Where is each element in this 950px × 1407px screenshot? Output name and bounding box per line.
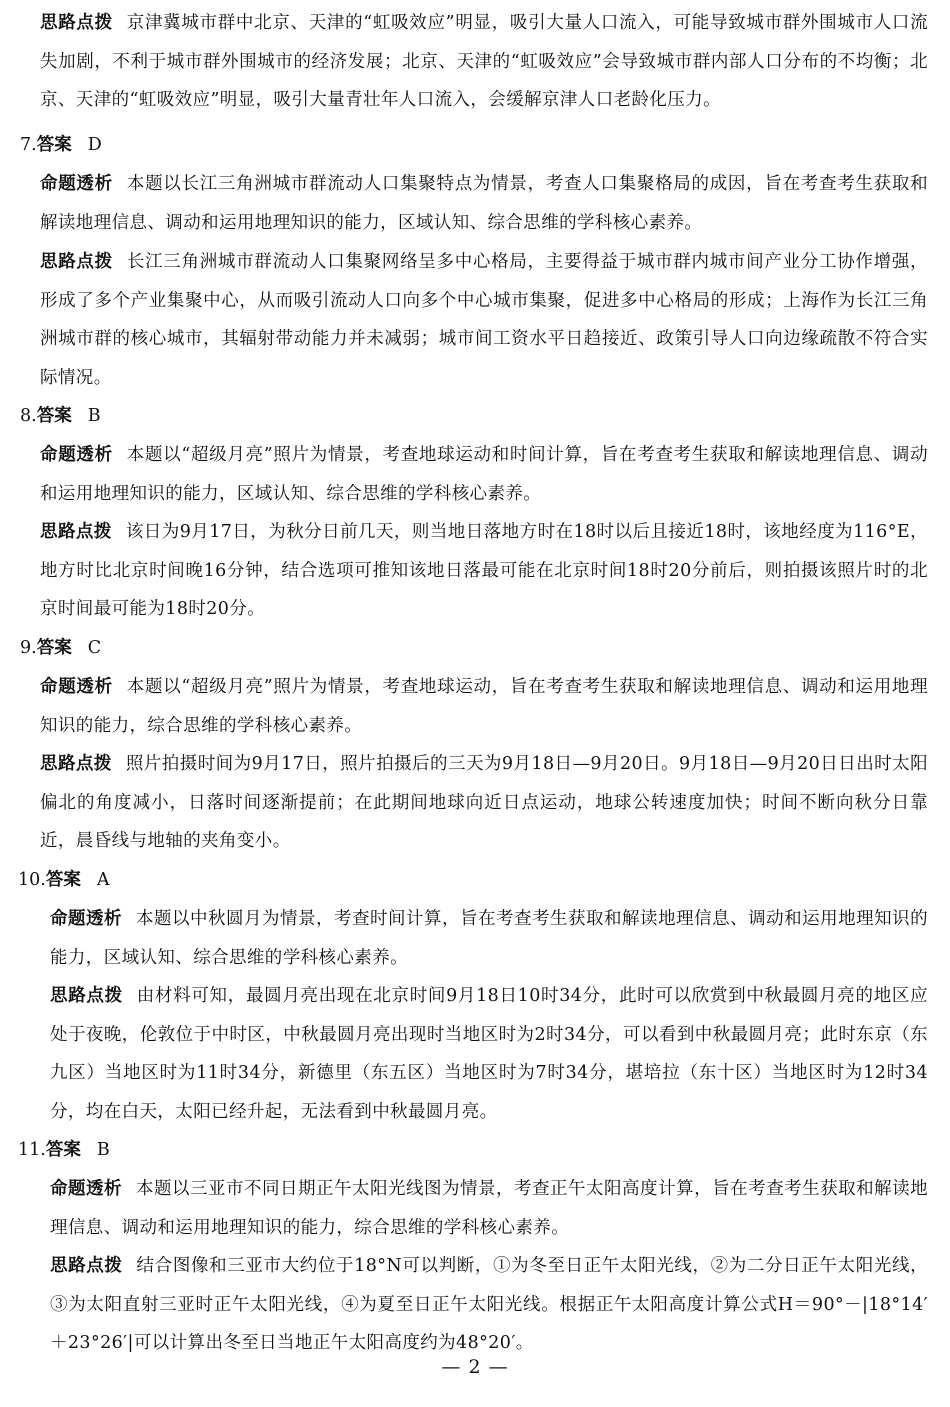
q11-hint-text: 结合图像和三亚市大约位于18°N可以判断，①为冬至日正午太阳光线，②为二分日正午太阳光线，③为太阳直射三亚时正午太阳光线，④为夏至日正午太阳光线。根据正午太阳高度计算公式H＝90°－|18°14′＋23°26′|可以计算出冬至日当地正午太阳高度约为48°20′。 <box>50 1256 928 1353</box>
q10-answer-value: A <box>96 870 110 890</box>
q9-hint-text: 照片拍摄时间为9月17日，照片拍摄后的三天为9月18日—9月20日。9月18日—9月20日日出时太阳偏北的角度减小，日落时间逐渐提前；在此期间地球向近日点运动，地球公转速度加快；时间不断向秋分日靠近，晨昏线与地轴的夹角变小。 <box>40 754 928 851</box>
q11-analysis-paragraph <box>50 1170 928 1247</box>
q7-hint-paragraph <box>40 243 928 397</box>
q10-analysis-text: 本题以中秋圆月为情景，考查时间计算，旨在考查考生获取和解读地理信息、调动和运用地理知识的能力，区域认知、综合思维的学科核心素养。 <box>50 909 928 968</box>
q7-analysis-text: 本题以长江三角洲城市群流动人口集聚特点为情景，考查人口集聚格局的成因，旨在考查考生获取和解读地理信息、调动和运用地理知识的能力，区域认知、综合思维的学科核心素养。 <box>40 174 928 233</box>
q10-number: 10. <box>18 870 46 890</box>
q9-analysis-text: 本题以“超级月亮”照片为情景，考查地球运动，旨在考查考生获取和解读地理信息、调动和运用地理知识的能力，综合思维的学科核心素养。 <box>40 677 929 736</box>
q8-hint-label: 思路点拨 <box>40 522 112 542</box>
q9-number: 9. <box>20 638 37 658</box>
q6-hint-label: 思路点拨 <box>40 13 113 33</box>
q9-hint-paragraph <box>40 745 928 861</box>
q11-hint-label: 思路点拨 <box>50 1256 123 1276</box>
q7-answer-label: 答案 <box>36 135 72 155</box>
q9-analysis-paragraph <box>40 668 928 745</box>
q8-analysis-paragraph <box>40 436 928 513</box>
q9-answer-label: 答案 <box>36 638 72 658</box>
q7-analysis-paragraph <box>40 165 928 242</box>
q10-hint-text: 由材料可知，最圆月亮出现在北京时间9月18日10时34分，此时可以欣赏到中秋最圆月亮的地区应处于夜晚，伦敦位于中时区，中秋最圆月亮出现时当地区时为2时34分，可以看到中秋最圆月亮；此时东京（东九区）当地区时为11时34分，新德里（东五区）当地区时为7时34分，堪培拉（东十区）当地区时为12时34分，均在白天，太阳已经升起，无法看到中秋最圆月亮。 <box>50 986 928 1122</box>
q8-analysis-label: 命题透析 <box>40 445 113 465</box>
q11-answer-label: 答案 <box>45 1140 81 1160</box>
q11-answer-value: B <box>96 1140 110 1160</box>
q8-number: 8. <box>20 406 37 426</box>
q9-hint-label: 思路点拨 <box>40 754 112 774</box>
q11-number: 11. <box>18 1140 46 1160</box>
q9-answer-value: C <box>87 638 102 658</box>
q11-answer-line <box>18 1131 110 1170</box>
q10-answer-line <box>18 861 109 900</box>
q10-analysis-label: 命题透析 <box>50 909 123 929</box>
q6-hint-text: 京津冀城市群中北京、天津的“虹吸效应”明显，吸引大量人口流入，可能导致城市群外围城市人口流失加剧，不利于城市群外围城市的经济发展；北京、天津的“虹吸效应”会导致城市群内部人口分布的不均衡；北京、天津的“虹吸效应”明显，吸引大量青壮年人口流入，会缓解京津人口老龄化压力。 <box>40 13 929 110</box>
q7-number: 7. <box>20 135 37 155</box>
q9-analysis-label: 命题透析 <box>40 677 113 697</box>
q8-analysis-text: 本题以“超级月亮”照片为情景，考查地球运动和时间计算，旨在考查考生获取和解读地理信息、调动和运用地理知识的能力，区域认知、综合思维的学科核心素养。 <box>40 445 929 504</box>
q11-analysis-label: 命题透析 <box>50 1179 123 1199</box>
q7-hint-text: 长江三角洲城市群流动人口集聚网络呈多中心格局，主要得益于城市群内城市间产业分工协作增强，形成了多个产业集聚中心，从而吸引流动人口向多个中心城市集聚，促进多中心格局的形成；上海作为长江三角洲城市群的核心城市，其辐射带动能力并未减弱；城市间工资水平日趋接近、政策引导人口向边缘疏散不符合实际情况。 <box>40 252 928 388</box>
q11-analysis-text: 本题以三亚市不同日期正午太阳光线图为情景，考查正午太阳高度计算，旨在考查考生获取和解读地理信息、调动和运用地理知识的能力，综合思维的学科核心素养。 <box>50 1179 928 1238</box>
q10-analysis-paragraph <box>50 900 928 977</box>
q7-analysis-label: 命题透析 <box>40 174 113 194</box>
q8-hint-paragraph <box>40 513 928 629</box>
q8-answer-line <box>20 397 101 436</box>
q8-answer-label: 答案 <box>36 406 72 426</box>
q7-hint-label: 思路点拨 <box>40 252 113 272</box>
q8-hint-text: 该日为9月17日，为秋分日前几天，则当地日落地方时在18时以后且接近18时，该地经度为116°E，地方时比北京时间晚16分钟，结合选项可推知该地日落最可能在北京时间18时20分前后，则拍摄该照片时的北京时间最可能为18时20分。 <box>40 522 928 619</box>
q10-hint-paragraph <box>50 977 928 1131</box>
q7-answer-value: D <box>87 135 102 155</box>
q7-answer-line <box>20 126 102 165</box>
q11-hint-paragraph <box>50 1247 928 1363</box>
q10-answer-label: 答案 <box>45 870 81 890</box>
q8-answer-value: B <box>87 406 101 426</box>
q10-hint-label: 思路点拨 <box>50 986 123 1006</box>
page-number: — 2 — <box>441 1356 509 1378</box>
q6-hint-paragraph <box>40 4 928 120</box>
q9-answer-line <box>20 629 101 668</box>
